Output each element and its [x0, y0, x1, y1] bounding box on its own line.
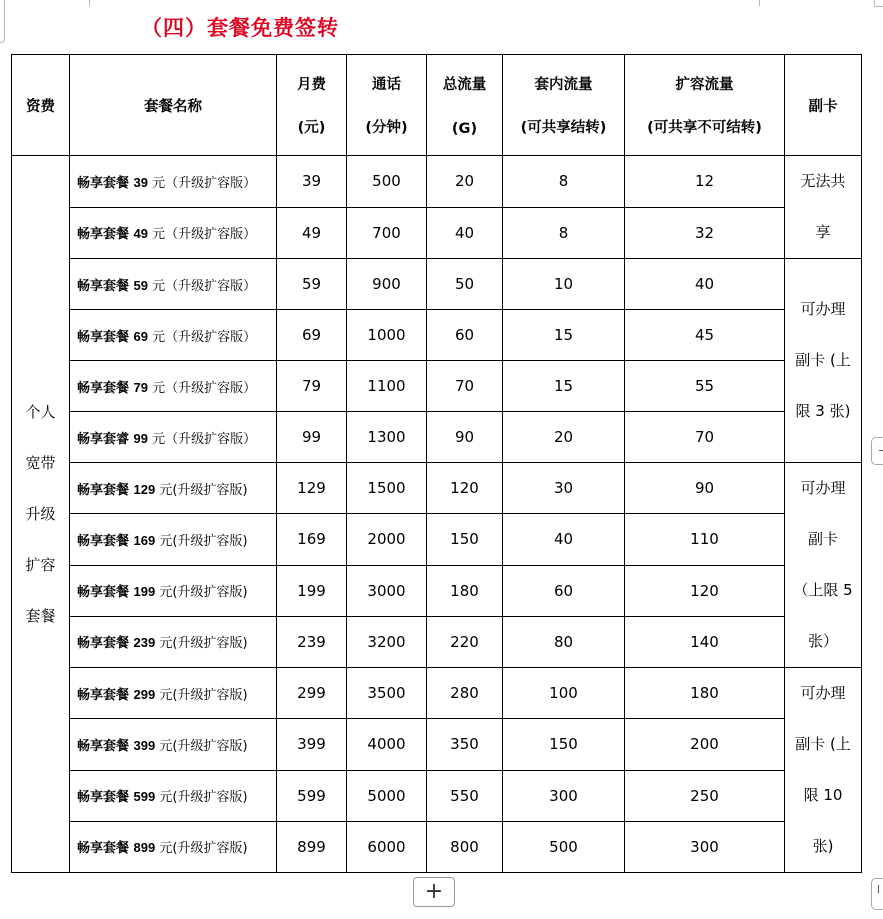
- header-monthly: [277, 55, 347, 156]
- calls-cell: 1300: [347, 412, 427, 463]
- in-plan-cell: 20: [503, 412, 625, 463]
- plan-name-price: 129: [133, 481, 156, 497]
- monthly-cell: 899: [277, 821, 347, 872]
- monthly-cell: 99: [277, 412, 347, 463]
- calls-cell: 1100: [347, 361, 427, 412]
- calls-cell: 1500: [347, 463, 427, 514]
- monthly-cell: 169: [277, 514, 347, 565]
- plan-name-suffix: 元(升级扩容版): [155, 482, 248, 498]
- header-calls-unit: (分钟): [365, 120, 408, 136]
- plan-name-cell: [70, 668, 277, 719]
- fee-category-line: 升级: [25, 504, 56, 523]
- header-fee: 资费: [12, 55, 70, 156]
- plan-name-cell: [70, 412, 277, 463]
- plan-name-cell: [70, 770, 277, 821]
- total-cell: 60: [427, 310, 503, 361]
- plan-name-prefix: 畅享套餐: [77, 790, 134, 806]
- plan-name-cell: [70, 207, 277, 259]
- expand-cell: 12: [625, 156, 785, 208]
- plan-name-suffix: 元（升级扩容版）: [148, 227, 257, 243]
- monthly-cell: 199: [277, 565, 347, 616]
- plan-name-price: 169: [133, 532, 156, 548]
- monthly-cell: 129: [277, 463, 347, 514]
- sub-card-line: 张): [812, 837, 834, 855]
- calls-cell: 4000: [347, 719, 427, 770]
- calls-cell: 5000: [347, 770, 427, 821]
- calls-cell: 900: [347, 259, 427, 310]
- plan-name-prefix: 畅享套餐: [77, 380, 134, 396]
- monthly-cell: 239: [277, 616, 347, 667]
- plan-name-prefix: 畅享套餐: [77, 738, 134, 754]
- fee-category-line: 套餐: [25, 606, 56, 625]
- in-plan-cell: 15: [503, 361, 625, 412]
- expand-cell: 180: [625, 668, 785, 719]
- calls-cell: 700: [347, 207, 427, 259]
- header-total: [427, 55, 503, 156]
- plan-name-prefix: 畅享套餐: [77, 585, 134, 601]
- header-expand-note: (可共享不可结转): [647, 120, 762, 136]
- plan-name-prefix: 畅享套餐: [77, 175, 134, 191]
- plan-name-price: 299: [133, 686, 156, 702]
- in-plan-cell: 8: [503, 207, 625, 259]
- table-row: [12, 463, 862, 514]
- sub-card-cell: [785, 259, 862, 463]
- page-corner-mark-left: [0, 0, 5, 43]
- sub-card-line: 可办理: [800, 479, 846, 497]
- plan-name-price: 99: [133, 430, 148, 446]
- table-row: [12, 616, 862, 667]
- calls-cell: 6000: [347, 821, 427, 872]
- plan-name-prefix: 畅享套睿: [77, 431, 134, 447]
- sub-card-line: 副卡 (上: [795, 735, 851, 753]
- table-row: [12, 207, 862, 259]
- total-cell: 550: [427, 770, 503, 821]
- monthly-cell: 599: [277, 770, 347, 821]
- page-margin-mark: [759, 0, 760, 6]
- total-cell: 70: [427, 361, 503, 412]
- in-plan-cell: 10: [503, 259, 625, 310]
- page-margin-mark: [89, 0, 90, 6]
- plan-name-suffix: 元(升级扩容版): [155, 533, 248, 549]
- add-row-button[interactable]: [413, 877, 455, 907]
- table-row: [12, 514, 862, 565]
- in-plan-cell: 100: [503, 668, 625, 719]
- expand-cell: 55: [625, 361, 785, 412]
- table-body: [12, 156, 862, 873]
- plus-icon: +: [424, 879, 444, 904]
- plan-name-price: 59: [133, 277, 148, 293]
- side-handle[interactable]: [871, 878, 883, 910]
- plan-name-prefix: 畅享套餐: [77, 687, 134, 703]
- plan-name-suffix: 元（升级扩容版）: [148, 329, 257, 345]
- in-plan-cell: 60: [503, 565, 625, 616]
- monthly-cell: 299: [277, 668, 347, 719]
- calls-cell: 3500: [347, 668, 427, 719]
- calls-cell: 1000: [347, 310, 427, 361]
- in-plan-cell: 80: [503, 616, 625, 667]
- plan-name-cell: [70, 616, 277, 667]
- plan-name-cell: [70, 514, 277, 565]
- fee-category-line: 扩容: [25, 555, 56, 574]
- plan-table: [11, 54, 862, 873]
- plan-name-price: 239: [133, 635, 156, 651]
- header-row: [12, 55, 862, 156]
- calls-cell: 2000: [347, 514, 427, 565]
- in-plan-cell: 30: [503, 463, 625, 514]
- expand-cell: 140: [625, 616, 785, 667]
- plan-name-price: 599: [133, 789, 156, 805]
- plan-name-prefix: 畅享套餐: [77, 329, 134, 345]
- section-heading: （四）套餐免费签转: [141, 15, 339, 40]
- header-in-plan-note: (可共享结转): [520, 120, 607, 136]
- table-row: [12, 770, 862, 821]
- expand-cell: 300: [625, 821, 785, 872]
- monthly-cell: 59: [277, 259, 347, 310]
- header-in-plan: [503, 55, 625, 156]
- plan-name-price: 69: [133, 328, 148, 344]
- table-row: [12, 565, 862, 616]
- expand-cell: 90: [625, 463, 785, 514]
- plan-name-price: 39: [133, 174, 148, 190]
- side-collapse-handle[interactable]: [871, 437, 883, 465]
- monthly-cell: 39: [277, 156, 347, 208]
- sub-card-line: 副卡: [807, 530, 838, 548]
- in-plan-cell: 500: [503, 821, 625, 872]
- plan-name-prefix: 畅享套餐: [77, 841, 134, 857]
- monthly-cell: 49: [277, 207, 347, 259]
- sub-card-line: 无法共: [800, 172, 846, 190]
- sub-card-line: 可办理: [800, 684, 846, 702]
- sub-card-line: 副卡 (上: [795, 351, 851, 369]
- header-monthly-unit: (元): [297, 120, 326, 136]
- sub-card-line: 可办理: [800, 300, 846, 318]
- total-cell: 20: [427, 156, 503, 208]
- plan-name-prefix: 畅享套餐: [77, 482, 134, 498]
- monthly-cell: 69: [277, 310, 347, 361]
- fee-category-cell: [12, 156, 70, 873]
- plan-name-prefix: 畅享套餐: [77, 636, 134, 652]
- in-plan-cell: 15: [503, 310, 625, 361]
- table-row: [12, 821, 862, 872]
- total-cell: 350: [427, 719, 503, 770]
- total-cell: 120: [427, 463, 503, 514]
- table-row: [12, 719, 862, 770]
- table-row: [12, 412, 862, 463]
- header-in-plan-label: 套内流量: [534, 77, 593, 93]
- header-calls-label: 通话: [372, 77, 401, 93]
- plan-name-suffix: 元(升级扩容版): [155, 738, 248, 754]
- plan-name-price: 79: [133, 379, 148, 395]
- sub-card-cell: [785, 156, 862, 259]
- header-calls: [347, 55, 427, 156]
- fee-category-line: 个人: [25, 402, 56, 421]
- total-cell: 90: [427, 412, 503, 463]
- plan-name-cell: [70, 565, 277, 616]
- plan-name-prefix: 畅享套餐: [77, 278, 134, 294]
- total-cell: 150: [427, 514, 503, 565]
- page-corner-mark-right: [874, 0, 883, 7]
- table-row: [12, 259, 862, 310]
- plan-name-suffix: 元（升级扩容版）: [148, 380, 257, 396]
- plan-name-suffix: 元(升级扩容版): [155, 687, 248, 703]
- header-expand-label: 扩容流量: [675, 77, 734, 93]
- monthly-cell: 79: [277, 361, 347, 412]
- sub-card-line: 张）: [807, 632, 838, 650]
- plan-name-suffix: 元（升级扩容版）: [148, 278, 257, 294]
- plan-name-cell: [70, 156, 277, 208]
- header-sub-card: 副卡: [785, 55, 862, 156]
- header-expand: [625, 55, 785, 156]
- expand-cell: 120: [625, 565, 785, 616]
- plan-name-suffix: 元(升级扩容版): [155, 636, 248, 652]
- expand-cell: 250: [625, 770, 785, 821]
- sub-card-line: 限 10: [803, 786, 843, 804]
- table-row: [12, 156, 862, 208]
- monthly-cell: 399: [277, 719, 347, 770]
- plan-name-suffix: 元(升级扩容版): [155, 790, 248, 806]
- sub-card-cell: [785, 463, 862, 668]
- total-cell: 180: [427, 565, 503, 616]
- total-cell: 40: [427, 207, 503, 259]
- in-plan-cell: 40: [503, 514, 625, 565]
- plan-name-price: 899: [133, 840, 156, 856]
- expand-cell: 40: [625, 259, 785, 310]
- plan-name-cell: [70, 821, 277, 872]
- fee-category-line: 宽带: [25, 453, 56, 472]
- total-cell: 800: [427, 821, 503, 872]
- in-plan-cell: 150: [503, 719, 625, 770]
- calls-cell: 500: [347, 156, 427, 208]
- in-plan-cell: 300: [503, 770, 625, 821]
- table-row: [12, 668, 862, 719]
- calls-cell: 3000: [347, 565, 427, 616]
- sub-card-cell: [785, 668, 862, 873]
- plan-name-cell: [70, 463, 277, 514]
- header-name: 套餐名称: [70, 55, 277, 156]
- calls-cell: 3200: [347, 616, 427, 667]
- expand-cell: 200: [625, 719, 785, 770]
- plan-name-cell: [70, 259, 277, 310]
- plan-name-price: 199: [133, 584, 156, 600]
- header-monthly-label: 月费: [297, 77, 326, 93]
- sub-card-line: （上限 5: [793, 581, 853, 599]
- total-cell: 280: [427, 668, 503, 719]
- sub-card-line: 享: [815, 223, 831, 241]
- expand-cell: 45: [625, 310, 785, 361]
- total-cell: 220: [427, 616, 503, 667]
- plan-name-price: 49: [133, 226, 148, 242]
- plan-name-prefix: 畅享套餐: [77, 227, 134, 243]
- plan-name-suffix: 元（升级扩容版）: [148, 431, 257, 447]
- sub-card-line: 限 3 张): [795, 402, 851, 420]
- in-plan-cell: 8: [503, 156, 625, 208]
- header-total-unit: (G): [451, 121, 478, 137]
- table-row: [12, 361, 862, 412]
- plan-name-suffix: 元（升级扩容版）: [148, 175, 257, 191]
- plan-name-suffix: 元(升级扩容版): [155, 585, 248, 601]
- header-total-label: 总流量: [442, 77, 487, 93]
- plan-name-cell: [70, 361, 277, 412]
- plan-name-cell: [70, 719, 277, 770]
- table-row: [12, 310, 862, 361]
- plan-name-suffix: 元(升级扩容版): [155, 841, 248, 857]
- plan-name-cell: [70, 310, 277, 361]
- expand-cell: 32: [625, 207, 785, 259]
- plan-name-price: 399: [133, 737, 156, 753]
- expand-cell: 70: [625, 412, 785, 463]
- expand-cell: 110: [625, 514, 785, 565]
- plan-name-prefix: 畅享套餐: [77, 533, 134, 549]
- total-cell: 50: [427, 259, 503, 310]
